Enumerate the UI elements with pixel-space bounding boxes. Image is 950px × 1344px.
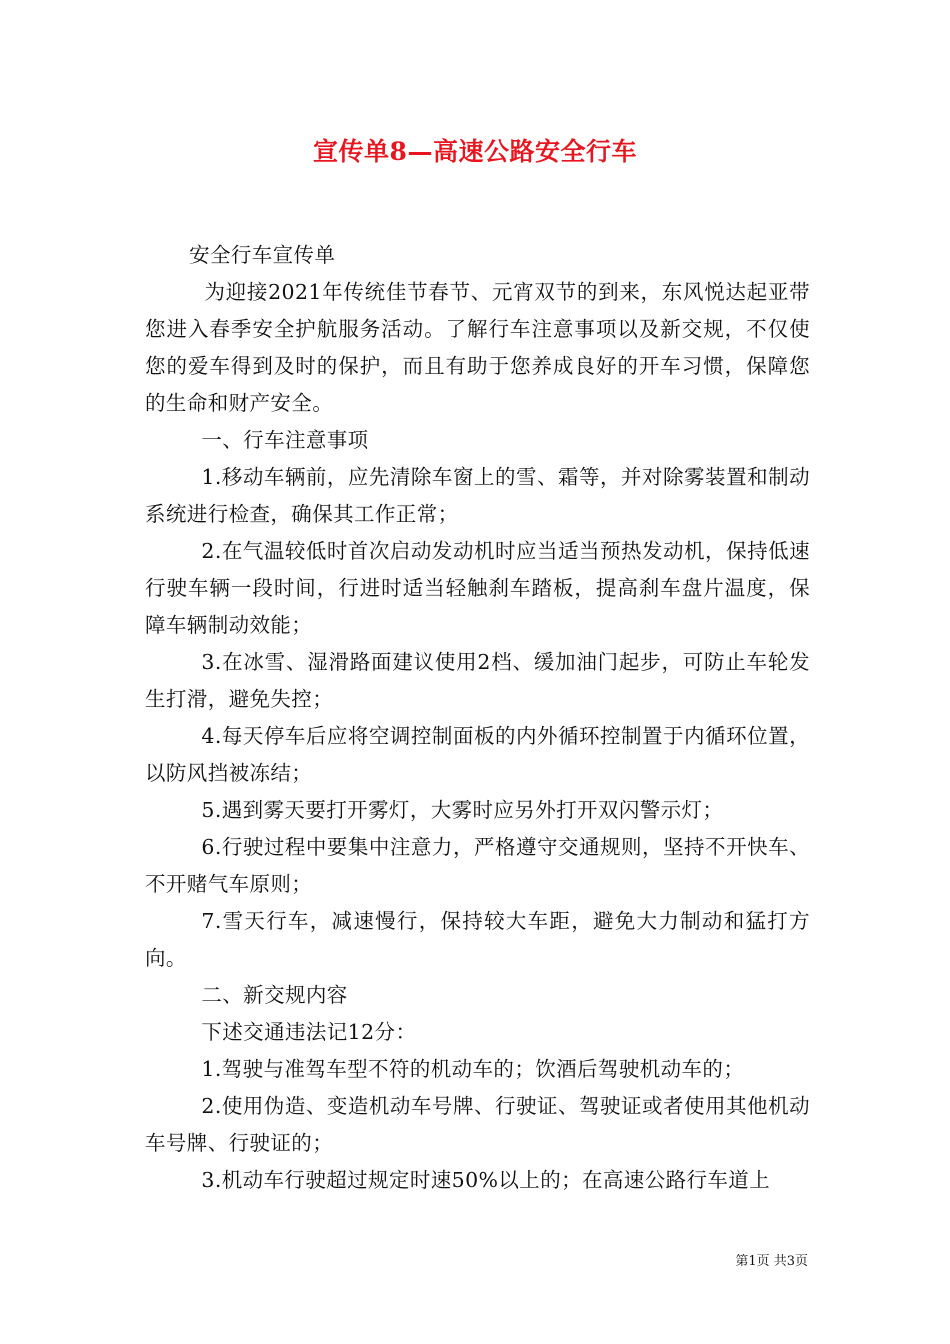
- rule-item: 3.机动车行驶超过规定时速50%以上的；在高速公路行车道上: [201, 1168, 771, 1192]
- document-body: [145, 237, 810, 1199]
- document-title: 宣传单8—高速公路安全行车: [313, 137, 637, 166]
- section-heading-driving-notes: 一、行车注意事项: [201, 428, 369, 452]
- intro-paragraph: 为迎接2021年传统佳节春节、元宵双节的到来，东风悦达起亚带您进入春季安全护航服务活动。了解行车注意事项以及新交规，不仅使您的爱车得到及时的保护，而且有助于您养成良好的开车习惯，保障您的生命和财产安全。: [145, 280, 810, 415]
- section-heading-new-rules: 二、新交规内容: [201, 983, 348, 1007]
- driving-note-item: 6.行驶过程中要集中注意力，严格遵守交通规则，坚持不开快车、不开赌气车原则；: [145, 835, 810, 896]
- driving-note-item: 2.在气温较低时首次启动发动机时应当适当预热发动机，保持低速行驶车辆一段时间，行进时适当轻触刹车踏板，提高刹车盘片温度，保障车辆制动效能；: [145, 539, 810, 637]
- driving-note-item: 5.遇到雾天要打开雾灯，大雾时应另外打开双闪警示灯；: [201, 798, 724, 822]
- page-number-footer: 第1页 共3页: [735, 1254, 808, 1269]
- rules-intro: 下述交通违法记12分：: [201, 1020, 417, 1044]
- driving-note-item: 7.雪天行车，减速慢行，保持较大车距，避免大力制动和猛打方向。: [145, 909, 810, 970]
- rule-item: 1.驾驶与准驾车型不符的机动车的；饮酒后驾驶机动车的；: [201, 1057, 745, 1081]
- driving-note-item: 4.每天停车后应将空调控制面板的内外循环控制置于内循环位置，以防风挡被冻结；: [145, 724, 810, 785]
- rule-item: 2.使用伪造、变造机动车号牌、行驶证、驾驶证或者使用其他机动车号牌、行驶证的；: [145, 1094, 810, 1155]
- driving-note-item: 3.在冰雪、湿滑路面建议使用2档、缓加油门起步，可防止车轮发生打滑，避免失控；: [145, 650, 810, 711]
- driving-note-item: 1.移动车辆前，应先清除车窗上的雪、霜等，并对除雾装置和制动系统进行检查，确保其工作正常；: [145, 465, 810, 526]
- leaflet-heading: 安全行车宣传单: [189, 243, 336, 267]
